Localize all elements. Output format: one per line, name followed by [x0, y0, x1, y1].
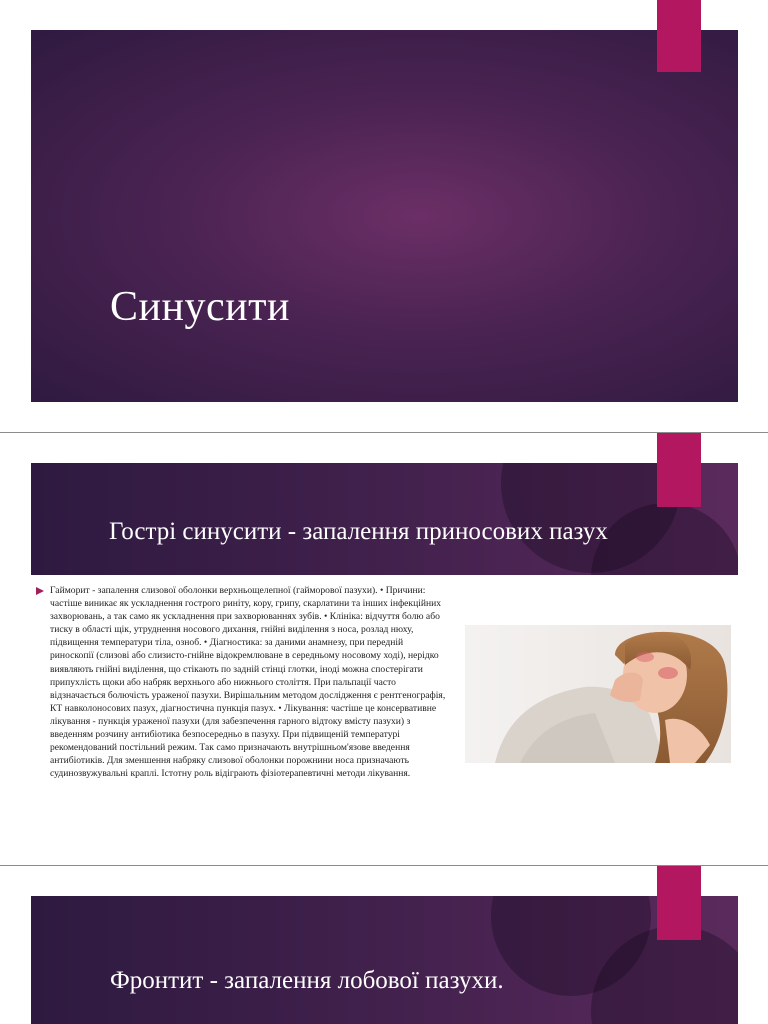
accent-tab [657, 0, 701, 72]
slide-frontitis [0, 866, 768, 1024]
accent-tab [657, 433, 701, 507]
slide-title-text: Синусити [110, 284, 290, 330]
slide-heading: Фронтит - запалення лобової пазухи. [110, 967, 504, 994]
slide-heading: Гострі синусити - запалення приносових пазух [109, 518, 608, 545]
accent-tab [657, 866, 701, 940]
triangle-bullet-icon [35, 586, 45, 596]
heading-banner [31, 463, 738, 575]
heading-banner [31, 896, 738, 1024]
slide-acute-sinusitis [0, 433, 768, 865]
woman-sinus-pain-photo [465, 625, 731, 763]
body-text: Гайморит - запалення слизової оболонки верхньощелепної (гайморової пазухи). • Причини: частіше виникає як ускладнення гострого риніту, кору, грипу, скарлатини та інших інфекційних захворювань, а так само як ускладнення при захворюваннях зубів. • Клініка: відчуття болю або тиску в області щік, утруднення носового дихання, гнійні виділення з носа, розлад нюху, підвищення температури тіла, озноб. • Діагностика: за даними анамнезу, при передній риноскопії (слизові або слизисто-гнійне відокремлюване в середньому носовому ході), нерідко виявляють гнійні виділення, що стікають по задній стінці глотки, іноді можна спостерігати припухлість щоки або набряк верхнього або нижнього століття. При пальпації часто відзначається болючість ураженої пазухи. Вирішальним методом дослідження є рентгенографія, КТ навколоносових пазух, діагностична пункція пазух. • Лікування: частіше це консервативне лікування - пункція ураженої пазухи (для забезпечення гарного відтоку вмісту пазухи) з введенням розчину антибіотика безпосередньо в пазуху. При підвищеній температурі рекомендований постільний режим. Так само призначають внутрішньом'язове введення антибіотиків. Для зменшення набряку слизової оболонки порожнини носа призначають судинозвужувальні краплі. Істотну роль відіграють фізіотерапевтичні методи лікування. [50, 585, 446, 780]
title-banner [31, 30, 738, 402]
slide-title [0, 0, 768, 432]
